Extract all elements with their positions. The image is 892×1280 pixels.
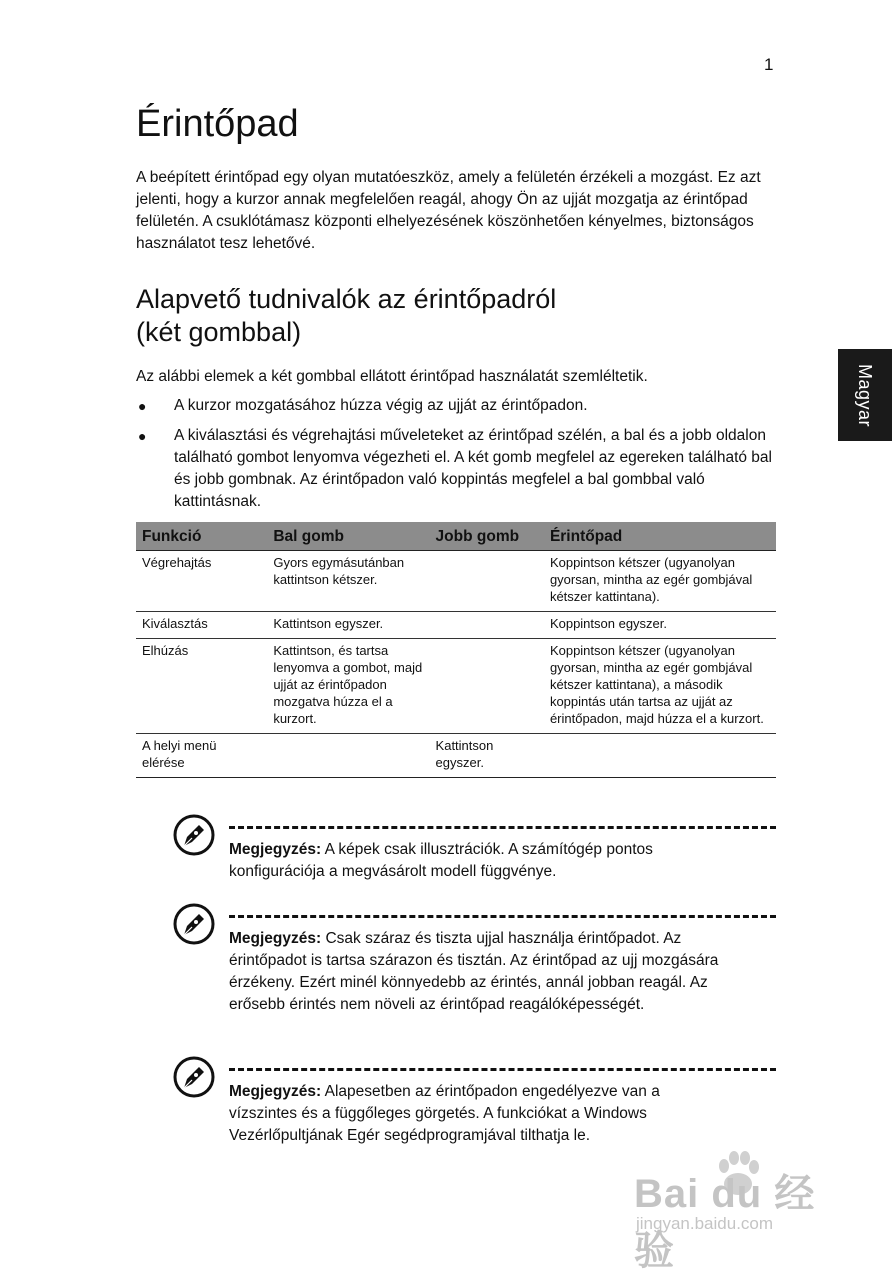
note-block (172, 902, 776, 1052)
table-cell (430, 551, 544, 612)
table-row (136, 551, 776, 612)
table-cell: Gyors egymásutánban kattintson kétszer. (267, 551, 429, 612)
section-lead: Az alábbi elemek a két gombbal ellátott érintőpad használatát szemléltetik. (136, 368, 648, 385)
note-divider (229, 826, 776, 829)
table-cell: Koppintson egyszer. (544, 612, 776, 639)
table-cell: Kattintson egyszer. (267, 612, 429, 639)
table-cell: Végrehajtás (136, 551, 267, 612)
bullet-icon: ● (138, 398, 147, 414)
function-table (136, 522, 776, 778)
intro-paragraph: A beépített érintőpad egy olyan mutatóeszköz, amely a felületén érzékeli a mozgást. Ez azt jelenti, hogy a kurzor annak megfelelően reagál, ahogy Ön az ujját mozgatja az érintőpad felületén. A csuklótámasz központi elhelyezésének köszönhetően kényelmes, biztonságos használatot tesz lehetővé. (136, 169, 761, 252)
table-row (136, 612, 776, 639)
note-label: Megjegyzés: (229, 1083, 322, 1100)
table-row (136, 734, 776, 778)
note-divider (229, 1068, 776, 1071)
bullet-icon: ● (138, 428, 147, 444)
table-cell (430, 612, 544, 639)
note-divider (229, 915, 776, 918)
note-pen-icon (172, 1055, 216, 1099)
section-title-line2: (két gombbal) (136, 317, 302, 347)
bullet-text: A kiválasztási és végrehajtási műveleteket az érintőpad szélén, a bal és a jobb oldalon található gombot lenyomva végezheti el. A két gomb megfelel az egereken található bal és jobb gombnak. Az érintőpadon való koppintás megfelel a bal gombbal való kattintásnak. (174, 427, 772, 510)
section-title (136, 283, 776, 349)
table-cell: Kattintson, és tartsa lenyomva a gombot, majd ujját az érintőpadon mozgatva húzza el a kurzort. (267, 639, 429, 734)
note-text (229, 839, 724, 883)
list-item (136, 395, 776, 417)
note-label: Megjegyzés: (229, 841, 322, 858)
header-right-button: Jobb gomb (430, 522, 544, 551)
header-touchpad: Érintőpad (544, 522, 776, 551)
table-cell: Kattintson egyszer. (430, 734, 544, 778)
table-cell: Elhúzás (136, 639, 267, 734)
note-text (229, 928, 724, 1016)
note-body: A képek csak illusztrációk. A számítógép pontos konfigurációja a megvásárolt modell függvénye. (229, 841, 653, 880)
table-cell: Koppintson kétszer (ugyanolyan gyorsan, mintha az egér gombjával kétszer kattintana). (544, 551, 776, 612)
table-cell: Koppintson kétszer (ugyanolyan gyorsan, mintha az egér gombjával kétszer kattintana), a második koppintás után tartsa az ujját az érintőpadon, majd húzza el a kurzort. (544, 639, 776, 734)
table-cell (267, 734, 429, 778)
table-row (136, 639, 776, 734)
note-label: Megjegyzés: (229, 930, 322, 947)
list-item (136, 425, 776, 513)
note-pen-icon (172, 813, 216, 857)
note-pen-icon (172, 902, 216, 946)
note-block (172, 813, 776, 903)
note-text (229, 1081, 724, 1147)
note-body: Csak száraz és tiszta ujjal használja érintőpadot. Az érintőpadot is tartsa szárazon és tisztán. Az érintőpad az ujj mozgására érzékeny. Ezért minél könnyedebb az érintés, annál jobban reagál. Az erősebb érintés nem növeli az érintőpad reagálóképességét. (229, 930, 719, 1013)
page-number: 1 (764, 55, 774, 74)
note-body: Alapesetben az érintőpadon engedélyezve van a vízszintes és a függőleges görgetés. A funkciókat a Windows Vezérlőpultjának Egér segédprogramjával tilthatja le. (229, 1083, 660, 1144)
section-title-line1: Alapvető tudnivalók az érintőpadról (136, 284, 557, 314)
baidu-watermark (634, 1144, 844, 1273)
table-cell: Kiválasztás (136, 612, 267, 639)
page-title: Érintőpad (136, 103, 299, 145)
table-cell (430, 639, 544, 734)
bullet-text: A kurzor mozgatásához húzza végig az ujját az érintőpadon. (174, 397, 588, 414)
bullet-list (136, 395, 776, 521)
watermark-logo: Bai du 经验 (634, 1172, 816, 1273)
table-cell: A helyi menü elérése (136, 734, 267, 778)
header-function: Funkció (136, 522, 267, 551)
language-side-tab (838, 349, 892, 441)
language-label: Magyar (855, 363, 876, 427)
watermark-url: jingyan.baidu.com (636, 1214, 774, 1233)
table-header-row (136, 522, 776, 551)
header-left-button: Bal gomb (267, 522, 429, 551)
table-cell (544, 734, 776, 778)
